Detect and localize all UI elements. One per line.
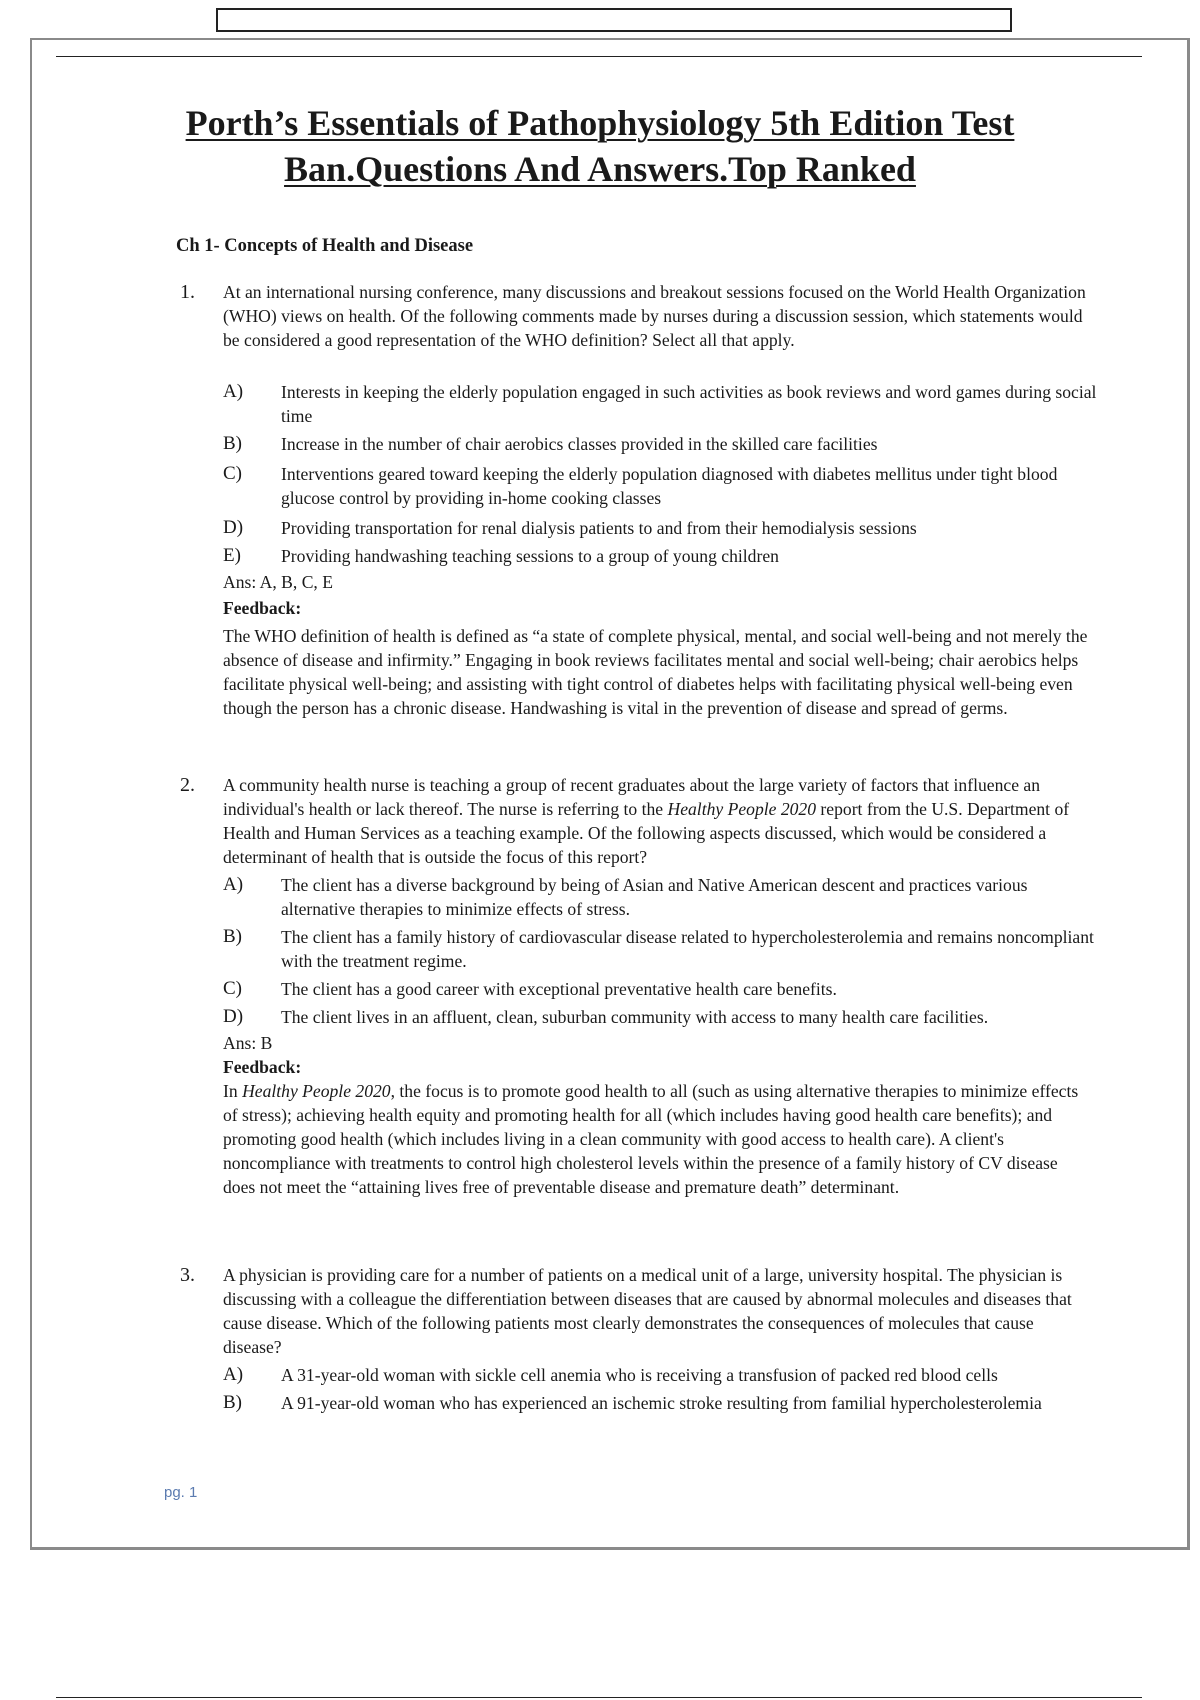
- question-number: 3.: [180, 1264, 195, 1286]
- option-text: Interests in keeping the elderly population engaged in such activities as book reviews and word games during social time: [281, 382, 1097, 426]
- option-list: [223, 380, 1103, 568]
- option-letter: A): [223, 1364, 244, 1385]
- title-line-1: Porth’s Essentials of Pathophysiology 5th Edition Test: [185, 103, 1015, 143]
- option-text: A 91-year-old woman who has experienced an ischemic stroke resulting from familial hypercholesterolemia: [281, 1393, 1042, 1413]
- option-a: [223, 1363, 1103, 1387]
- feedback-label: Feedback:: [223, 598, 302, 618]
- option-text: Increase in the number of chair aerobics classes provided in the skilled care facilities: [281, 434, 878, 454]
- option-text: Providing transportation for renal dialysis patients to and from their hemodialysis sessions: [281, 518, 917, 538]
- option-d: [223, 1005, 1103, 1029]
- option-text: The client has a diverse background by being of Asian and Native American descent and practices various alternative therapies to minimize effects of stress.: [281, 875, 1028, 919]
- option-letter: A): [223, 874, 244, 895]
- question-number: 1.: [180, 281, 195, 303]
- option-letter: B): [223, 433, 242, 454]
- feedback-text-part: , the focus is to promote good health to all (such as using alternative therapies to minimize effects of stress); achieving health equity and promoting health for all (which includes having good health care benefits); and promoting good health (which includes living in a clean community with good access to health care). A client's noncompliance with treatments to control high cholesterol levels within the presence of a family history of CV disease does not meet the “attaining lives free of preventable disease and premature death” determinant.: [223, 1081, 1079, 1197]
- option-letter: C): [223, 978, 242, 999]
- option-letter: B): [223, 1392, 242, 1413]
- option-b: [223, 925, 1103, 973]
- option-c: [223, 977, 1103, 1001]
- option-text: The client has a good career with exceptional preventative health care benefits.: [281, 979, 837, 999]
- feedback-text-part: In: [223, 1081, 243, 1101]
- option-letter: C): [223, 463, 242, 484]
- title-line-2: Ban.Questions And Answers.Top Ranked: [284, 149, 916, 189]
- option-letter: D): [223, 1006, 244, 1027]
- stem-text: report from the U.S. Department of Health and Human Services as a teaching example. Of the following aspects discussed, which would be considered a determinant of health that is outside the focus of this report?: [223, 799, 1070, 867]
- question-stem: A physician is providing care for a number of patients on a medical unit of a large, university hospital. The physician is discussing with a colleague the differentiation between diseases that are caused by abnormal molecules and diseases that cause disease. Which of the following patients most clearly demonstrates the consequences of molecules that cause disease?: [223, 1265, 1072, 1357]
- report-title: Healthy People 2020: [242, 1081, 391, 1101]
- stem-text: A community health nurse is teaching a group of recent graduates about the large variety of factors that influence an individual's health or lack thereof. The nurse is referring to the: [223, 775, 1041, 819]
- feedback-text: [223, 1079, 1088, 1199]
- answer-key: Ans: B: [223, 1033, 273, 1053]
- option-text: The client has a family history of cardiovascular disease related to hypercholesterolemia and remains noncompliant with the treatment regime.: [281, 927, 1094, 971]
- option-d: [223, 516, 1103, 540]
- option-letter: D): [223, 517, 244, 538]
- option-list: [223, 873, 1103, 1029]
- feedback-text: The WHO definition of health is defined as “a state of complete physical, mental, and social well-being and not merely the absence of disease and infirmity.” Engaging in book reviews facilitates mental and social well-being; chair aerobics helps facilitate physical well-being; and assisting with tight control of diabetes helps with facilitating physical well-being even though the person has a chronic disease. Handwashing is vital in the prevention of disease and spread of germs.: [223, 626, 1088, 718]
- bottom-rule: [56, 1697, 1142, 1698]
- answer-key: Ans: A, B, C, E: [223, 572, 333, 592]
- option-b: [223, 432, 1103, 456]
- option-e: [223, 544, 1103, 568]
- page-number: pg. 1: [164, 1484, 198, 1501]
- option-text: A 31-year-old woman with sickle cell anemia who is receiving a transfusion of packed red blood cells: [281, 1365, 998, 1385]
- option-a: [223, 873, 1103, 921]
- option-letter: E): [223, 545, 241, 566]
- document-title: [100, 100, 1100, 192]
- option-list: [223, 1363, 1103, 1415]
- header-box: [216, 8, 1012, 32]
- option-text: The client lives in an affluent, clean, suburban community with access to many health care facilities.: [281, 1007, 989, 1027]
- option-letter: A): [223, 381, 244, 402]
- feedback-label: Feedback:: [223, 1057, 302, 1077]
- question-number: 2.: [180, 774, 195, 796]
- option-letter: B): [223, 926, 242, 947]
- option-a: [223, 380, 1103, 428]
- option-b: [223, 1391, 1103, 1415]
- question-stem: [223, 773, 1088, 869]
- option-text: Providing handwashing teaching sessions to a group of young children: [281, 546, 779, 566]
- report-title: Healthy People 2020: [667, 799, 817, 819]
- option-c: [223, 462, 1103, 510]
- top-rule: [56, 56, 1142, 57]
- chapter-heading: Ch 1- Concepts of Health and Disease: [176, 236, 474, 256]
- option-text: Interventions geared toward keeping the elderly population diagnosed with diabetes mellitus under tight blood glucose control by providing in-home cooking classes: [281, 464, 1058, 508]
- question-stem: At an international nursing conference, many discussions and breakout sessions focused on the World Health Organization (WHO) views on health. Of the following comments made by nurses during a discussion session, which statements would be considered a good representation of the WHO definition? Select all that apply.: [223, 282, 1086, 350]
